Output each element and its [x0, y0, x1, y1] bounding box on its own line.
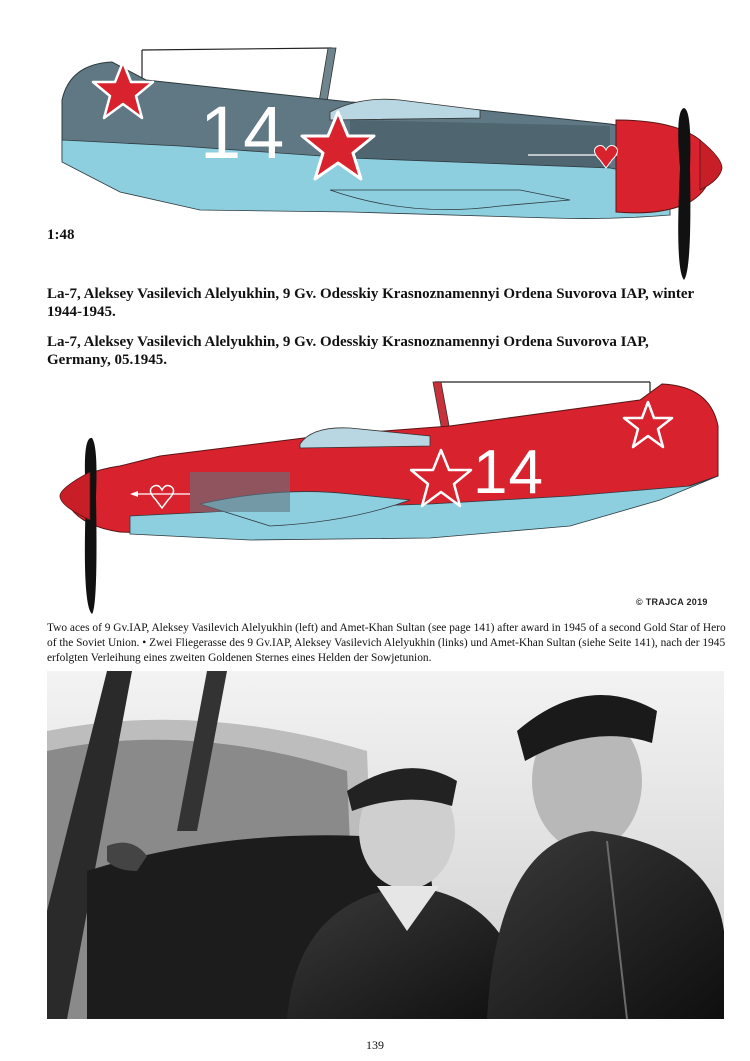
photograph-two-pilots	[47, 671, 724, 1019]
aircraft-profile-winter	[50, 40, 730, 290]
caption-germany: La-7, Aleksey Vasilevich Alelyukhin, 9 Gv. Odesskiy Krasnoznamennyi Ordena Suvorova IAP, Germany, 05.1945.	[47, 334, 649, 368]
fuselage-number-top: 14	[200, 91, 287, 174]
scale-label: 1:48	[47, 227, 75, 243]
aircraft-profile-germany	[50, 376, 730, 626]
copyright-notice: © TRAJCA 2019	[636, 597, 708, 607]
fuselage-number-bottom: 14	[473, 438, 544, 507]
page-number: 139	[366, 1038, 384, 1052]
photo-caption: Two aces of 9 Gv.IAP, Aleksey Vasilevich Alelyukhin (left) and Amet-Khan Sultan (see page 141) after award in 1945 of a second Gold Star of Hero of the Soviet Union. • Zwei Fliegerasse des 9 Gv.IAP, Aleksey Vasilevich Alelyukhin (links) und Amet-Khan Sultan (siehe Seite 141), nach der 1945 erfolgten Verleihung eines zweiten Goldenen Sternes eines Helden der Sowjetunion.	[47, 622, 726, 664]
caption-winter: La-7, Aleksey Vasilevich Alelyukhin, 9 Gv. Odesskiy Krasnoznamennyi Ordena Suvorova IAP, winter 1944-1945.	[47, 286, 694, 320]
